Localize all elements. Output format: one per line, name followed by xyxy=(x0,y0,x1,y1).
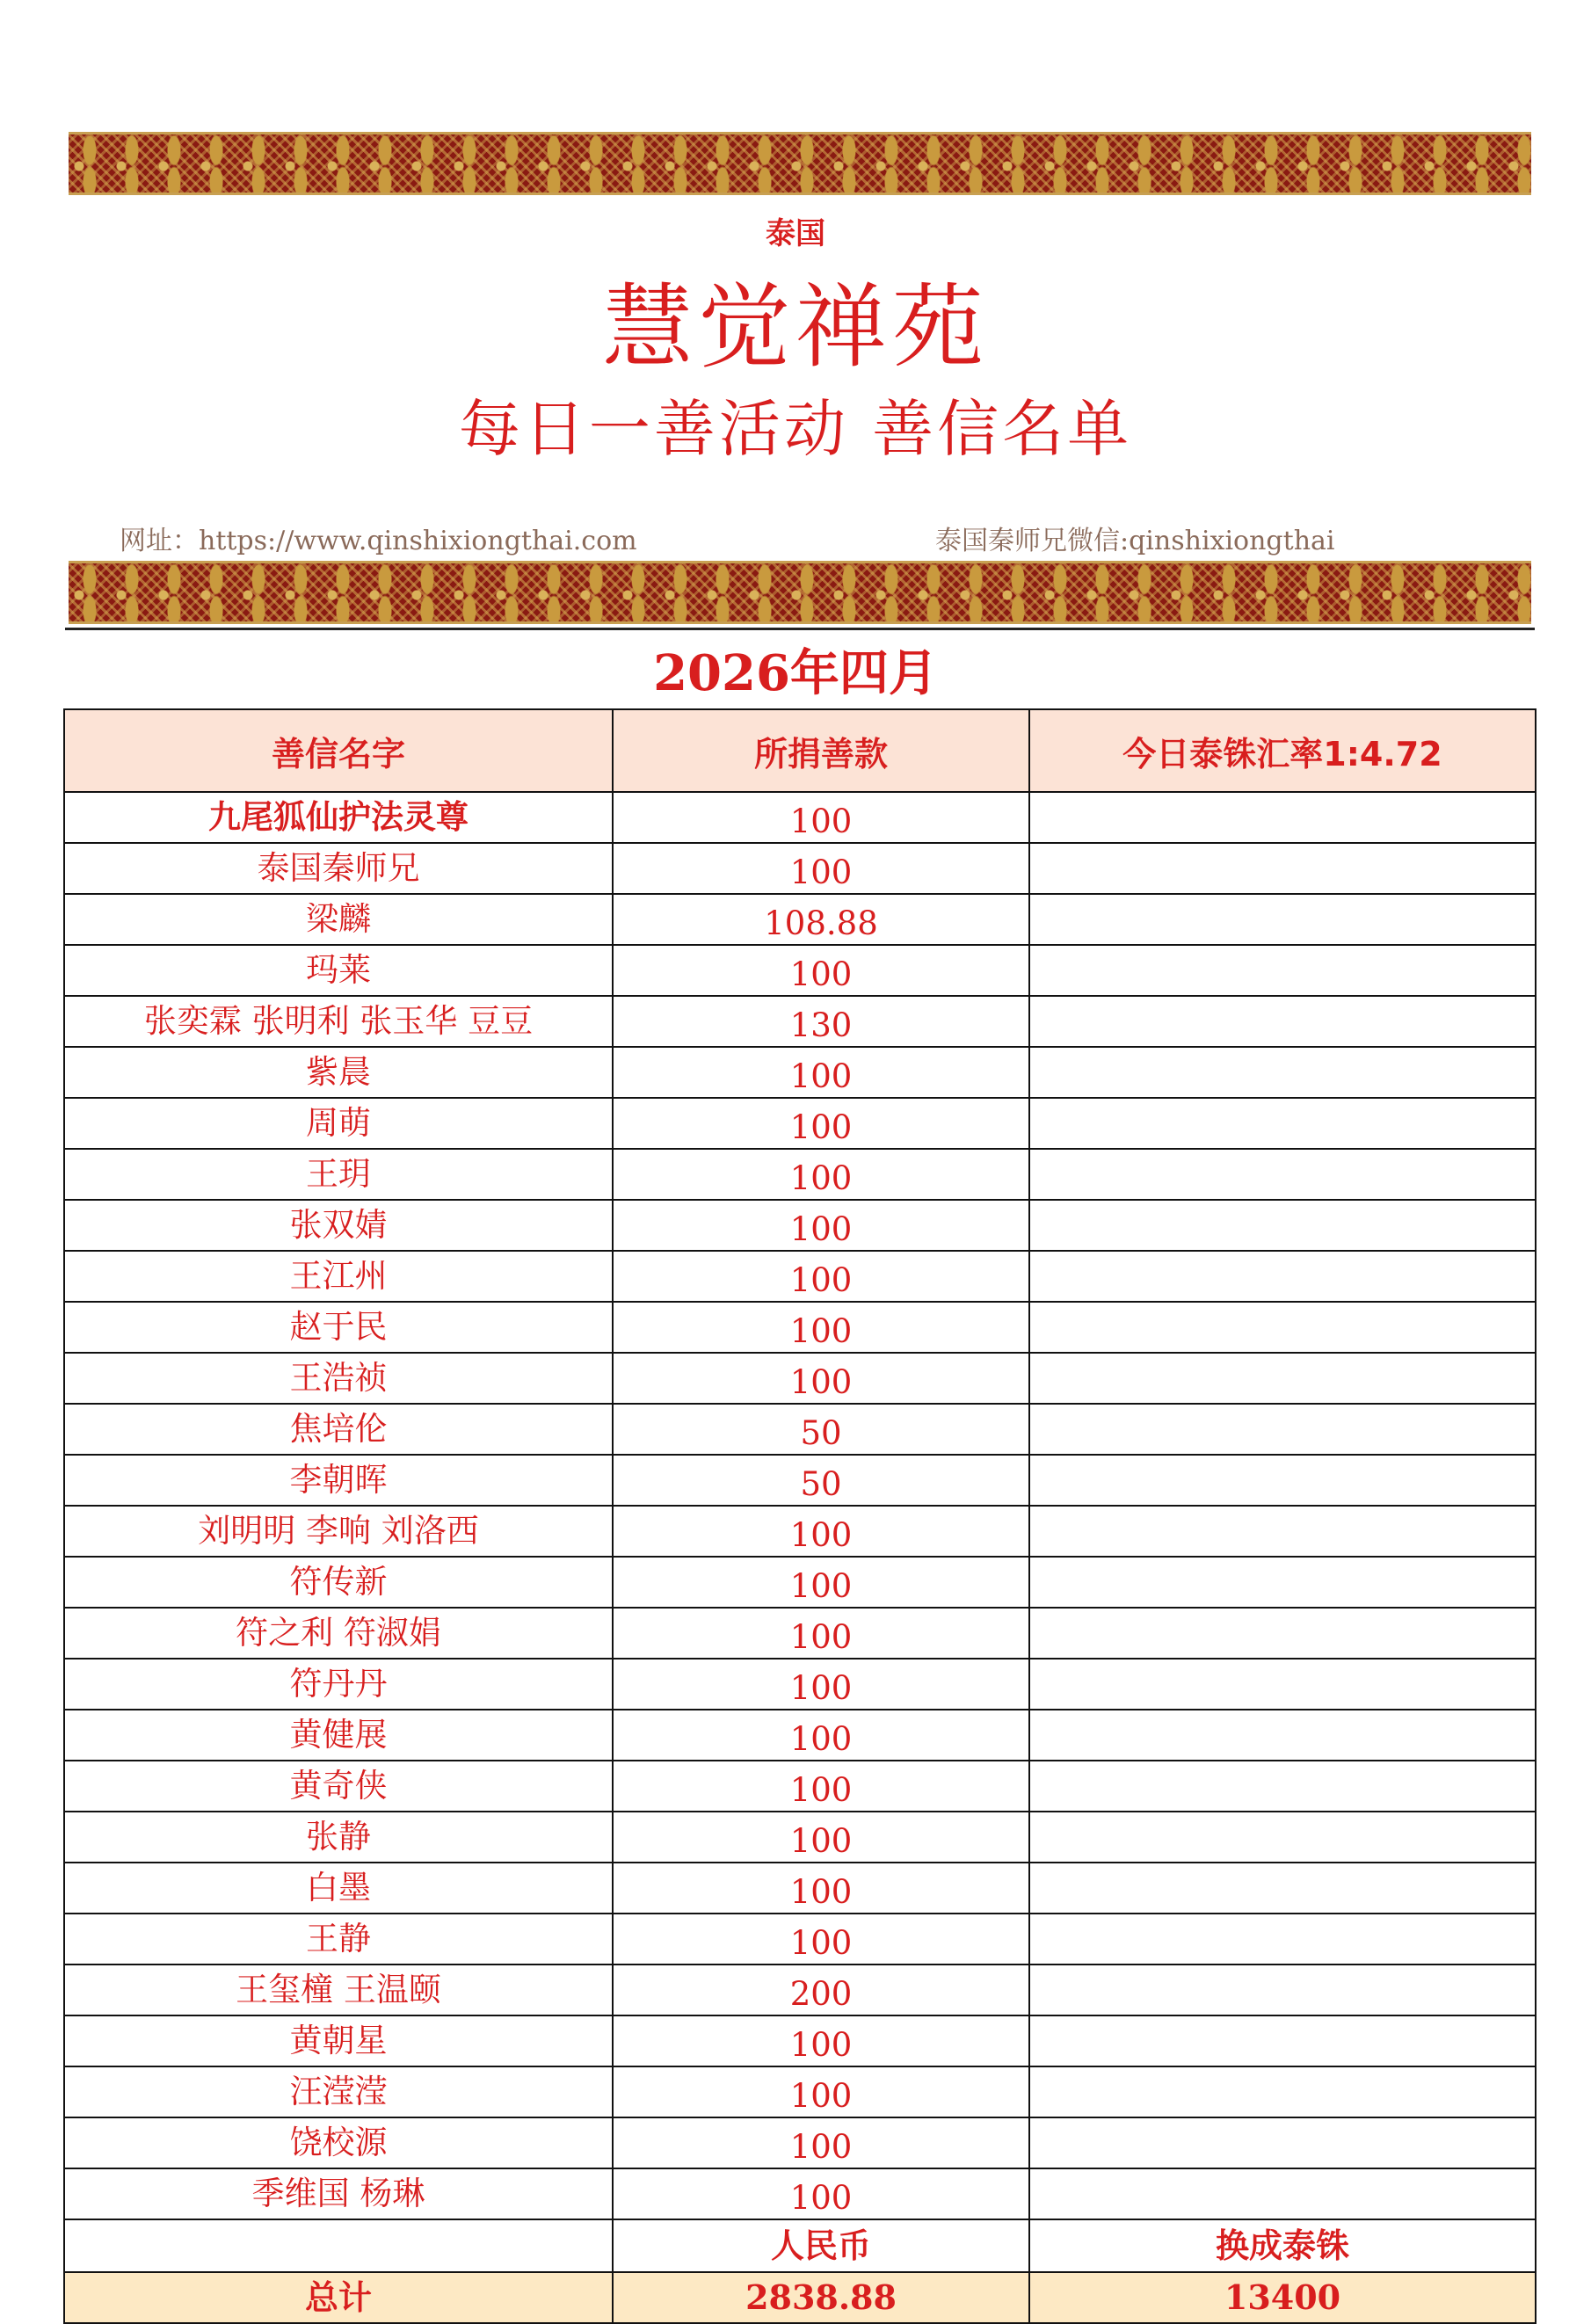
donation-amount-cell: 100 xyxy=(613,1608,1029,1659)
donation-amount-cell: 100 xyxy=(613,1149,1029,1200)
country-label: 泰国 xyxy=(766,216,825,251)
donation-amount-cell: 200 xyxy=(613,1965,1029,2015)
table-row xyxy=(64,1200,1536,1251)
donation-amount-cell: 100 xyxy=(613,792,1029,843)
donation-amount-cell: 100 xyxy=(613,1659,1029,1710)
donation-amount-cell: 50 xyxy=(613,1455,1029,1506)
donor-name-cell: 刘明明 李响 刘洛西 xyxy=(64,1506,613,1557)
thb-amount-cell xyxy=(1029,1557,1536,1608)
donor-name-cell: 张静 xyxy=(64,1812,613,1863)
total-rmb: 2838.88 xyxy=(613,2272,1029,2323)
donation-amount-cell: 100 xyxy=(613,1761,1029,1812)
donor-name-cell: 梁麟 xyxy=(64,894,613,945)
table-row xyxy=(64,843,1536,894)
thb-amount-cell xyxy=(1029,2015,1536,2066)
donor-name-cell: 张奕霖 张明利 张玉华 豆豆 xyxy=(64,996,613,1047)
donor-name-cell: 张双婧 xyxy=(64,1200,613,1251)
donor-name-cell: 泰国秦师兄 xyxy=(64,843,613,894)
thb-amount-cell xyxy=(1029,1965,1536,2015)
donor-name-cell: 九尾狐仙护法灵尊 xyxy=(64,792,613,843)
thb-amount-cell xyxy=(1029,1251,1536,1302)
donor-name-cell: 玛莱 xyxy=(64,945,613,996)
table-row xyxy=(64,1659,1536,1710)
table-row xyxy=(64,1761,1536,1812)
month-title: 2026年四月 xyxy=(653,644,938,702)
summary-label-rmb: 人民币 xyxy=(613,2219,1029,2272)
thb-amount-cell xyxy=(1029,843,1536,894)
thb-amount-cell xyxy=(1029,1659,1536,1710)
thb-amount-cell xyxy=(1029,2066,1536,2117)
total-label: 总计 xyxy=(64,2272,613,2323)
table-row xyxy=(64,1098,1536,1149)
table-row xyxy=(64,1404,1536,1455)
donation-amount-cell: 100 xyxy=(613,2168,1029,2219)
thb-amount-cell xyxy=(1029,1506,1536,1557)
donation-amount-cell: 100 xyxy=(613,1914,1029,1965)
table-row xyxy=(64,996,1536,1047)
donation-amount-cell: 100 xyxy=(613,2015,1029,2066)
page-subtitle: 每日一善活动 善信名单 xyxy=(458,393,1133,465)
donor-name-cell: 符丹丹 xyxy=(64,1659,613,1710)
summary-label-row xyxy=(64,2219,1536,2272)
donation-amount-cell: 130 xyxy=(613,996,1029,1047)
donor-name-cell: 王浩祯 xyxy=(64,1353,613,1404)
donor-name-cell: 周萌 xyxy=(64,1098,613,1149)
summary-label-thb: 换成泰铢 xyxy=(1029,2219,1536,2272)
donation-amount-cell: 100 xyxy=(613,1506,1029,1557)
thb-amount-cell xyxy=(1029,996,1536,1047)
total-row xyxy=(64,2272,1536,2323)
column-header-exchange-rate: 今日泰铢汇率1:4.72 xyxy=(1029,709,1536,792)
thb-amount-cell xyxy=(1029,1149,1536,1200)
donor-rows xyxy=(64,792,1536,2219)
temple-name: 慧觉禅苑 xyxy=(601,273,989,381)
table-row xyxy=(64,1251,1536,1302)
donation-amount-cell: 100 xyxy=(613,1200,1029,1251)
column-header-name: 善信名字 xyxy=(64,709,613,792)
donation-amount-cell: 100 xyxy=(613,2117,1029,2168)
donor-name-cell: 紫晨 xyxy=(64,1047,613,1098)
table-row xyxy=(64,1557,1536,1608)
donor-name-cell: 黄健展 xyxy=(64,1710,613,1761)
divider xyxy=(65,628,1535,630)
donor-name-cell: 季维国 杨琳 xyxy=(64,2168,613,2219)
table-row xyxy=(64,1863,1536,1914)
donor-name-cell: 黄朝星 xyxy=(64,2015,613,2066)
thb-amount-cell xyxy=(1029,792,1536,843)
donation-amount-cell: 100 xyxy=(613,1710,1029,1761)
table-row xyxy=(64,1710,1536,1761)
donor-name-cell: 王玥 xyxy=(64,1149,613,1200)
table-row xyxy=(64,1455,1536,1506)
table-row xyxy=(64,1149,1536,1200)
ornamental-border-top xyxy=(69,132,1531,195)
thb-amount-cell xyxy=(1029,1302,1536,1353)
table-row xyxy=(64,1608,1536,1659)
donor-name-cell: 李朝晖 xyxy=(64,1455,613,1506)
donation-amount-cell: 50 xyxy=(613,1404,1029,1455)
donation-amount-cell: 100 xyxy=(613,945,1029,996)
donor-table xyxy=(63,708,1537,2324)
donation-amount-cell: 100 xyxy=(613,843,1029,894)
donation-amount-cell: 100 xyxy=(613,1251,1029,1302)
table-row xyxy=(64,1302,1536,1353)
donor-name-cell: 饶校源 xyxy=(64,2117,613,2168)
ornamental-border-bottom xyxy=(69,561,1531,624)
column-header-amount: 所捐善款 xyxy=(613,709,1029,792)
thb-amount-cell xyxy=(1029,1710,1536,1761)
thb-amount-cell xyxy=(1029,894,1536,945)
wechat-text: 泰国秦师兄微信:qinshixiongthai xyxy=(935,526,1335,556)
donation-amount-cell: 100 xyxy=(613,1353,1029,1404)
donor-name-cell: 焦培伦 xyxy=(64,1404,613,1455)
summary-empty-cell xyxy=(64,2219,613,2272)
donation-amount-cell: 108.88 xyxy=(613,894,1029,945)
thb-amount-cell xyxy=(1029,1200,1536,1251)
thb-amount-cell xyxy=(1029,945,1536,996)
donor-name-cell: 王玺橦 王温颐 xyxy=(64,1965,613,2015)
thb-amount-cell xyxy=(1029,1863,1536,1914)
thb-amount-cell xyxy=(1029,1098,1536,1149)
donor-name-cell: 汪滢滢 xyxy=(64,2066,613,2117)
table-row xyxy=(64,2117,1536,2168)
thb-amount-cell xyxy=(1029,1608,1536,1659)
donation-amount-cell: 100 xyxy=(613,2066,1029,2117)
thb-amount-cell xyxy=(1029,1404,1536,1455)
thb-amount-cell xyxy=(1029,1914,1536,1965)
donation-amount-cell: 100 xyxy=(613,1863,1029,1914)
website-text: 网址：https://www.qinshixiongthai.com xyxy=(120,526,637,556)
donation-amount-cell: 100 xyxy=(613,1302,1029,1353)
thb-amount-cell xyxy=(1029,2168,1536,2219)
donor-name-cell: 王江州 xyxy=(64,1251,613,1302)
donation-amount-cell: 100 xyxy=(613,1557,1029,1608)
donation-amount-cell: 100 xyxy=(613,1812,1029,1863)
thb-amount-cell xyxy=(1029,1812,1536,1863)
table-row xyxy=(64,1506,1536,1557)
donor-name-cell: 符之利 符淑娟 xyxy=(64,1608,613,1659)
thb-amount-cell xyxy=(1029,2117,1536,2168)
table-row xyxy=(64,1812,1536,1863)
donor-name-cell: 符传新 xyxy=(64,1557,613,1608)
table-row xyxy=(64,1047,1536,1098)
table-row xyxy=(64,792,1536,843)
donor-name-cell: 白墨 xyxy=(64,1863,613,1914)
thb-amount-cell xyxy=(1029,1761,1536,1812)
table-row xyxy=(64,945,1536,996)
donor-name-cell: 黄奇侠 xyxy=(64,1761,613,1812)
donor-name-cell: 赵于民 xyxy=(64,1302,613,1353)
total-thb: 13400 xyxy=(1029,2272,1536,2323)
table-row xyxy=(64,1914,1536,1965)
table-row xyxy=(64,2015,1536,2066)
table-row xyxy=(64,1353,1536,1404)
donation-amount-cell: 100 xyxy=(613,1047,1029,1098)
donor-name-cell: 王静 xyxy=(64,1914,613,1965)
thb-amount-cell xyxy=(1029,1047,1536,1098)
table-row xyxy=(64,1965,1536,2015)
table-row xyxy=(64,2066,1536,2117)
thb-amount-cell xyxy=(1029,1353,1536,1404)
thb-amount-cell xyxy=(1029,1455,1536,1506)
table-row xyxy=(64,2168,1536,2219)
table-header-row xyxy=(64,709,1536,792)
table-row xyxy=(64,894,1536,945)
donation-amount-cell: 100 xyxy=(613,1098,1029,1149)
